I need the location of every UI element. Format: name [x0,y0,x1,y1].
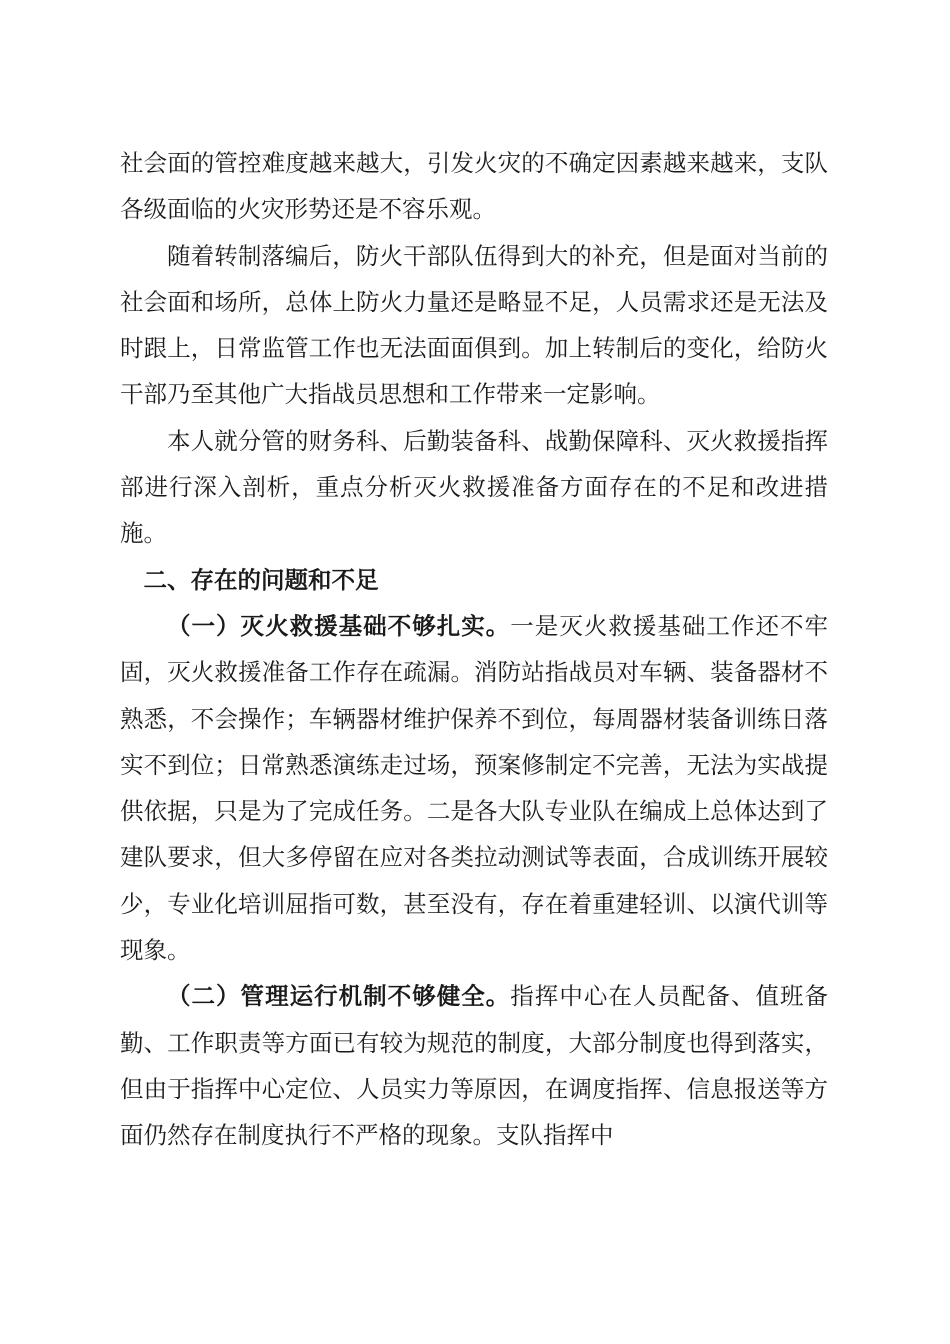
section-heading-problems: 二、存在的问题和不足 [143,565,379,594]
item-heading: （一）灭火救援基础不够扎实。 [167,611,511,640]
item-firefighting-foundation [120,603,828,973]
paragraph-fire-prevention-staff: 随着转制落编后，防火干部队伍得到大的补充，但是面对当前的社会面和场所，总体上防火力量还是略显不足，人员需求还是无法及时跟上，日常监管工作也无法面面俱到。加上转制后的变化，给防火干部乃至其他广大指战员思想和工作带来一定影响。 [120,241,828,409]
document-body [120,140,828,1159]
item-body: 一是灭火救援基础工作还不牢固，灭火救援准备工作存在疏漏。消防站指战员对车辆、装备器材不熟悉，不会操作；车辆器材维护保养不到位，每周器材装备训练日落实不到位；日常熟悉演练走过场，预案修制定不完善，无法为实战提供依据，只是为了完成任务。二是各大队专业队在编成上总体达到了建队要求，但大多停留在应对各类拉动测试等表面，合成训练开展较少，专业化培训屈指可数，甚至没有，存在着重建轻训、以演代训等现象。 [120,611,829,965]
item-heading: （二）管理运行机制不够健全。 [167,982,511,1011]
paragraph-analysis-scope: 本人就分管的财务科、后勤装备科、战勤保障科、灭火救援指挥部进行深入剖析，重点分析灭火救援准备方面存在的不足和改进措施。 [120,426,828,548]
paragraph-continuation: 社会面的管控难度越来越大，引发火灾的不确定因素越来越来，支队各级面临的火灾形势还是不容乐观。 [120,149,828,224]
item-body: 指挥中心在人员配备、值班备勤、工作职责等方面已有较为规范的制度，大部分制度也得到落实，但由于指挥中心定位、人员实力等原因，在调度指挥、信息报送等方面仍然存在制度执行不严格的现象。支队指挥中 [120,982,829,1150]
item-management-mechanism [120,973,828,1158]
